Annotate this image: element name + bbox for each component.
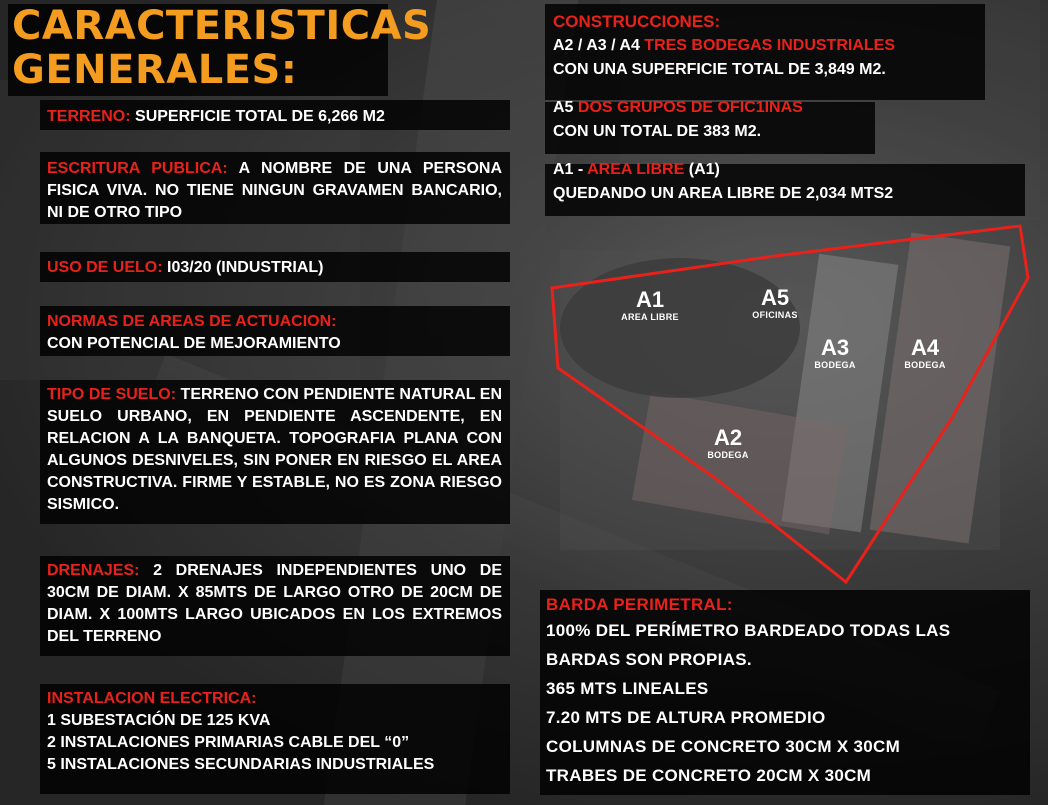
site-map-svg [540, 218, 1040, 588]
construcciones-item-3-suffix: (A1) [688, 161, 720, 178]
terreno-section [47, 106, 502, 128]
normas-section [47, 311, 502, 355]
instalacion-line-3: 5 INSTALACIONES SECUNDARIAS INDUSTRIALES [47, 756, 435, 773]
barda-label: BARDA PERIMETRAL: [546, 595, 733, 614]
title-line-1: CARACTERISTICAS [12, 3, 432, 49]
area-a5-label [735, 286, 815, 321]
terreno-text: SUPERFICIE TOTAL DE 6,266 M2 [135, 108, 385, 125]
construcciones-label: CONSTRUCCIONES: [553, 12, 721, 31]
barda-line-4: 7.20 MTS DE ALTURA PROMEDIO [546, 708, 826, 727]
instalacion-section [47, 688, 502, 776]
site-map [540, 218, 1040, 588]
construcciones-item-3-highlight: AREA LIBRE [587, 161, 685, 178]
drenajes-label: DRENAJES: [47, 562, 140, 579]
barda-line-5: COLUMNAS DE CONCRETO 30CM X 30CM [546, 737, 901, 756]
escritura-text: A NOMBRE DE UNA PERSONA FISICA VIVA. NO TIENE NINGUN GRAVAMEN BANCARIO, NI DE OTRO TIPO [47, 160, 502, 221]
area-a1-code: A1 [635, 287, 665, 312]
normas-text: CON POTENCIAL DE MEJORAMIENTO [47, 335, 341, 352]
title-line-2: GENERALES: [12, 47, 298, 93]
trees-area [560, 258, 800, 398]
normas-label: NORMAS DE AREAS DE ACTUACION: [47, 313, 337, 330]
area-a3-sub: BODEGA [814, 360, 856, 370]
page-title [12, 4, 431, 92]
area-a2-sub: BODEGA [707, 450, 749, 460]
construcciones-item-1-prefix: A2 / A3 / A4 [553, 37, 640, 54]
instalacion-label: INSTALACION ELECTRICA: [47, 690, 257, 707]
area-a5-code: A5 [760, 285, 790, 310]
uso-text: I03/20 (INDUSTRIAL) [167, 259, 324, 276]
drenajes-section [47, 560, 502, 648]
tipo-section [47, 384, 502, 516]
construcciones-item-1-highlight: TRES BODEGAS INDUSTRIALES [644, 37, 895, 54]
barda-line-2: BARDAS SON PROPIAS. [546, 650, 752, 669]
area-a2-label [698, 426, 758, 461]
barda-line-3: 365 MTS LINEALES [546, 679, 709, 698]
construcciones-item-2-highlight: DOS GRUPOS DE OFIC1INAS [577, 99, 803, 116]
tipo-text: TERRENO CON PENDIENTE NATURAL EN SUELO URBANO, EN PENDIENTE ASCENDENTE, EN RELACION A LA BANQUETA. TOPOGRAFIA PLANA CON ALGUNOS DESNIVELES, SIN PONER EN RIESGO EL AREA CONSTRUCTIVA. FIRME Y ESTABLE, NO ES ZONA RIESGO SISMICO. [47, 386, 502, 513]
area-a1-sub: AREA LIBRE [621, 312, 679, 322]
instalacion-line-2: 2 INSTALACIONES PRIMARIAS CABLE DEL “0” [47, 734, 410, 751]
area-a2-code: A2 [713, 425, 743, 450]
uso-label: USO DE UELO: [47, 259, 163, 276]
tipo-label: TIPO DE SUELO: [47, 386, 177, 403]
terreno-label: TERRENO: [47, 108, 131, 125]
area-a3-label [805, 336, 865, 371]
construcciones-item-2-text: CON UN TOTAL DE 383 M2. [553, 123, 762, 140]
barda-line-1: 100% DEL PERÍMETRO BARDEADO TODAS LAS [546, 621, 951, 640]
construcciones-section [553, 10, 1033, 206]
escritura-section [47, 158, 502, 224]
construcciones-item-3-prefix: A1 - [553, 161, 584, 178]
area-a1-label [620, 288, 680, 323]
construcciones-item-3-text: QUEDANDO UN AREA LIBRE DE 2,034 MTS2 [553, 185, 894, 202]
area-a4-code: A4 [910, 335, 940, 360]
construcciones-item-1-text: CON UNA SUPERFICIE TOTAL DE 3,849 M2. [553, 61, 886, 78]
instalacion-line-1: 1 SUBESTACIÓN DE 125 KVA [47, 712, 271, 729]
drenajes-text: 2 DRENAJES INDEPENDIENTES UNO DE 30CM DE DIAM. X 85MTS DE LARGO OTRO DE 20CM DE DIAM. X 100MTS LARGO UBICADOS EN LOS EXTREMOS DEL TERRENO [47, 562, 502, 645]
area-a4-label [895, 336, 955, 371]
barda-section [546, 594, 1026, 790]
escritura-label: ESCRITURA PUBLICA: [47, 160, 228, 177]
area-a5-sub: OFICINAS [752, 310, 798, 320]
barda-line-6: TRABES DE CONCRETO 20CM X 30CM [546, 766, 872, 785]
area-a3-code: A3 [820, 335, 850, 360]
uso-section [47, 257, 502, 279]
area-a4-sub: BODEGA [904, 360, 946, 370]
construcciones-item-2-prefix: A5 [553, 99, 574, 116]
